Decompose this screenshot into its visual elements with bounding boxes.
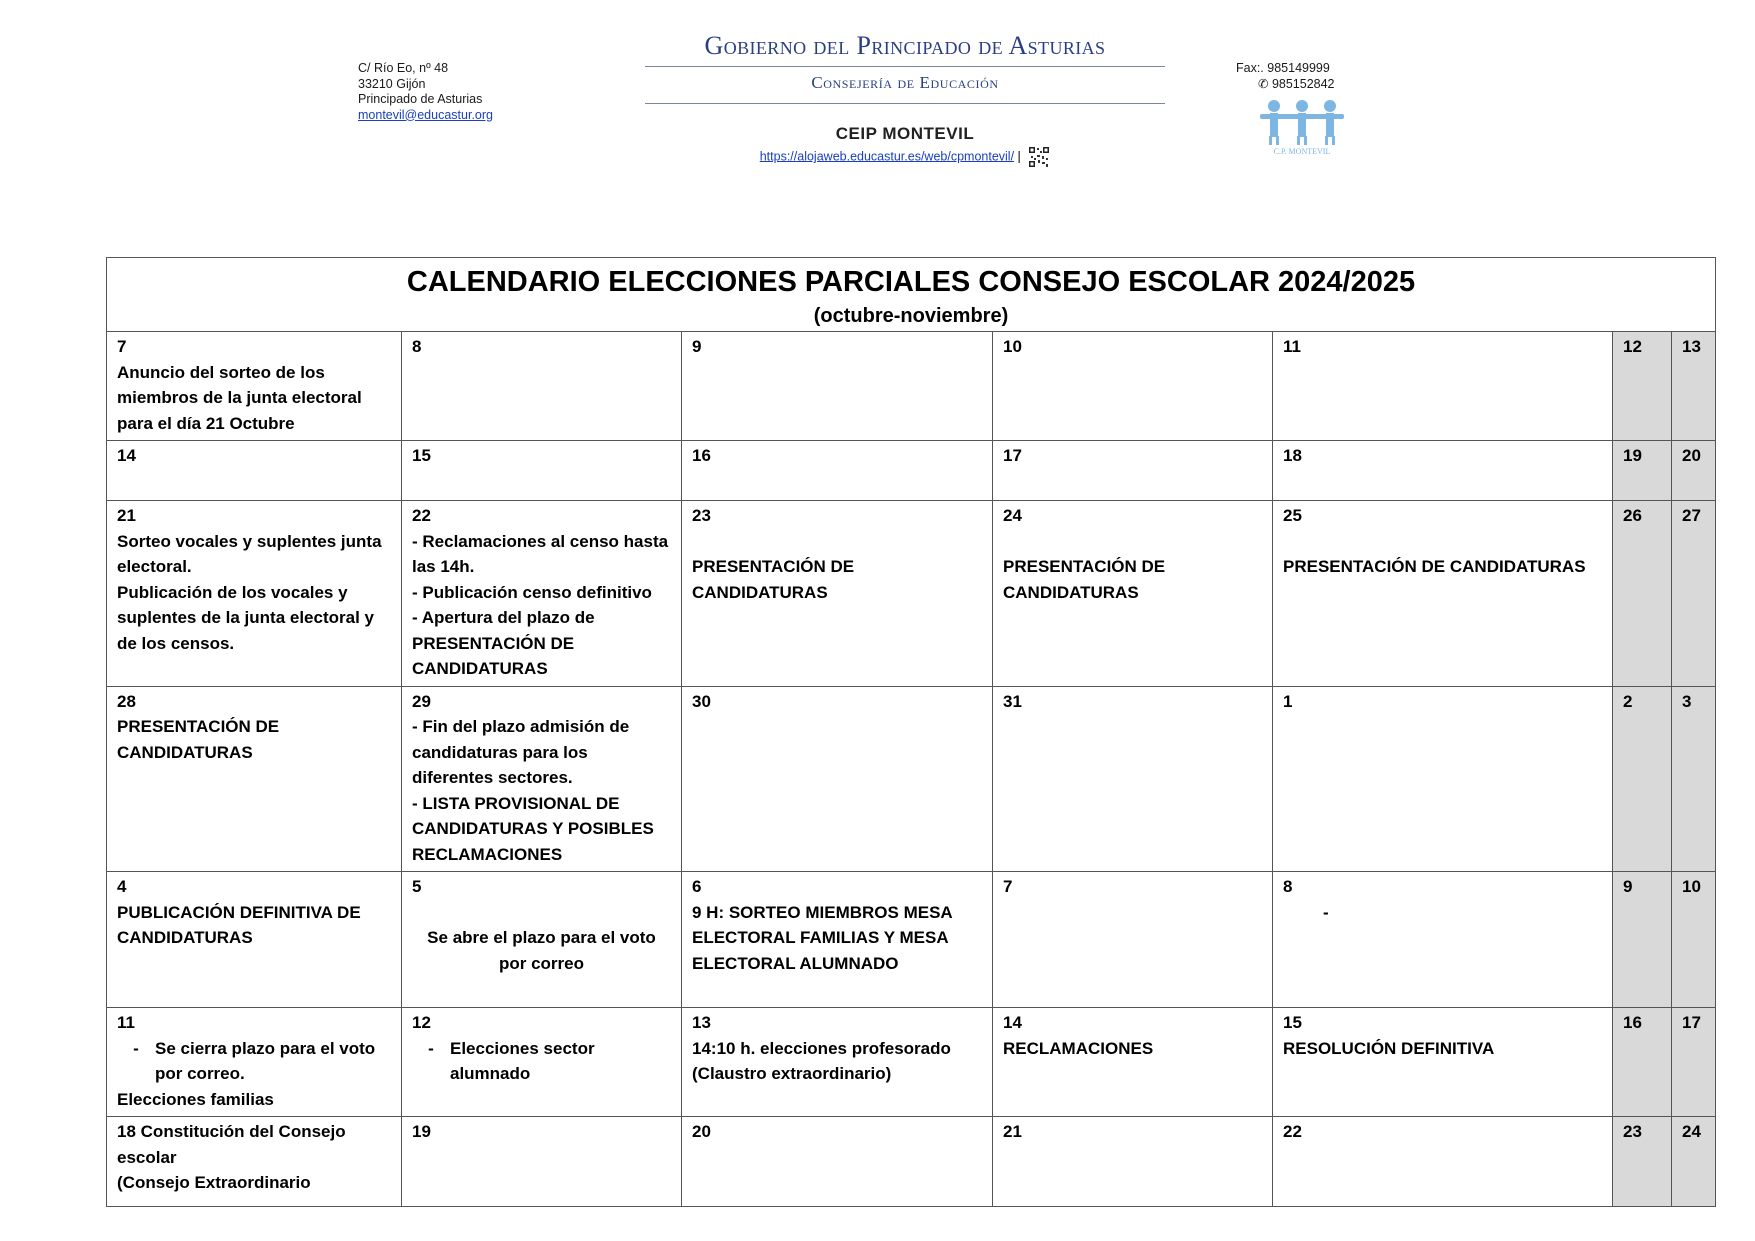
saturday-cell — [1613, 332, 1672, 441]
event-text: Constitución del Consejo escolar — [117, 1122, 346, 1167]
calendar-day-cell — [682, 1008, 993, 1117]
calendar-day-cell — [1273, 501, 1613, 687]
event-text: - Publicación censo definitivo — [412, 582, 652, 602]
calendar-day-cell — [107, 1008, 402, 1117]
day-number: 22 — [1283, 1122, 1302, 1141]
day-number: 14 — [1003, 1013, 1022, 1032]
calendar-day-cell — [107, 501, 402, 687]
event-text: PRESENTACIÓN DE CANDIDATURAS — [1003, 557, 1166, 602]
calendar-day-cell — [1273, 872, 1613, 1008]
event-text: Se cierra plazo para el voto por correo. — [155, 1038, 376, 1083]
logo-text: C.P. MONTEVIL — [1273, 147, 1331, 156]
event-text: Publicación de los vocales y suplentes de la junta electoral y de los censos. — [117, 582, 374, 653]
bullet-dash: - — [133, 1038, 139, 1058]
school-logo — [1252, 98, 1352, 161]
day-number: 18 — [117, 1122, 136, 1141]
day-number: 1 — [1283, 691, 1293, 711]
event-text: Se abre el plazo para el voto por correo — [427, 928, 656, 973]
calendar-day-cell — [682, 441, 993, 501]
event-item — [412, 1036, 671, 1087]
sunday-cell — [1672, 332, 1716, 441]
election-calendar — [106, 257, 1716, 1207]
government-header — [645, 30, 1165, 104]
event-text: PRESENTACIÓN DE CANDIDATURAS — [117, 717, 280, 762]
address-street: C/ Río Eo, nº 48 — [358, 61, 449, 75]
calendar-day-cell — [682, 1117, 993, 1207]
calendar-day-cell — [107, 441, 402, 501]
event-text: PRESENTACIÓN DE CANDIDATURAS — [692, 557, 855, 602]
day-number: 7 — [117, 337, 127, 356]
day-number: 18 — [1283, 446, 1302, 465]
sunday-cell — [1672, 872, 1716, 1008]
day-number: 2 — [1623, 691, 1633, 711]
day-number: 29 — [412, 691, 431, 711]
calendar-day-cell — [1273, 1008, 1613, 1117]
calendar-week-row — [107, 872, 1716, 1008]
children-logo-icon — [1252, 98, 1352, 156]
calendar-week-row — [107, 1117, 1716, 1207]
day-number: 11 — [117, 1013, 135, 1032]
qr-code-icon — [1028, 146, 1050, 168]
calendar-day-cell — [107, 686, 402, 872]
day-number: 3 — [1682, 691, 1692, 711]
event-text — [692, 529, 982, 555]
day-number: 30 — [692, 691, 711, 711]
day-number: 24 — [1003, 506, 1022, 525]
event-text: - LISTA PROVISIONAL DE CANDIDATURAS Y POSIBLES RECLAMACIONES — [412, 793, 654, 864]
department-name: Consejería de Educación — [811, 73, 999, 92]
calendar-day-cell — [993, 332, 1273, 441]
school-website — [645, 146, 1165, 168]
school-contact — [1236, 61, 1335, 92]
saturday-cell — [1613, 441, 1672, 501]
calendar-week-row — [107, 686, 1716, 872]
day-number: 12 — [412, 1013, 431, 1032]
fax-number: Fax:. 985149999 — [1236, 61, 1330, 75]
day-number: 28 — [117, 691, 136, 711]
calendar-day-cell — [402, 686, 682, 872]
calendar-week-row — [107, 501, 1716, 687]
calendar-week-row — [107, 441, 1716, 501]
event-text: - Apertura del plazo de PRESENTACIÓN DE CANDIDATURAS — [412, 608, 595, 678]
school-address — [358, 61, 493, 123]
day-number: 9 — [1623, 877, 1633, 896]
event-text: RESOLUCIÓN DEFINITIVA — [1283, 1038, 1495, 1058]
website-separator: | — [1017, 149, 1021, 164]
calendar-day-cell — [993, 441, 1273, 501]
calendar-day-cell — [993, 501, 1273, 687]
day-number: 7 — [1003, 877, 1013, 896]
event-text: 9 H: SORTEO MIEMBROS MESA ELECTORAL FAMILIAS Y MESA ELECTORAL ALUMNADO — [692, 902, 953, 973]
calendar-day-cell — [682, 332, 993, 441]
day-number: 19 — [1623, 446, 1642, 465]
day-number: 27 — [1682, 506, 1701, 525]
event-text: - Reclamaciones al censo hasta las 14h. — [412, 531, 669, 576]
calendar-subtitle: (octubre-noviembre) — [813, 305, 1009, 327]
event-text — [412, 900, 671, 926]
day-number: 17 — [1003, 446, 1022, 465]
calendar-week-row — [107, 1008, 1716, 1117]
calendar-day-cell — [107, 1117, 402, 1207]
calendar-day-cell — [1273, 332, 1613, 441]
event-text: 14:10 h. elecciones profesorado (Claustro extraordinario) — [692, 1038, 951, 1083]
day-number: 15 — [412, 446, 431, 465]
day-number: 8 — [1283, 877, 1293, 896]
day-number: 20 — [692, 1122, 711, 1141]
day-number: 26 — [1623, 506, 1642, 525]
day-number: 23 — [692, 506, 711, 525]
header-divider — [645, 103, 1165, 104]
day-number: 12 — [1623, 337, 1642, 356]
saturday-cell — [1613, 1117, 1672, 1207]
day-number: 5 — [412, 877, 422, 896]
event-text: (Consejo Extraordinario — [117, 1173, 311, 1192]
day-number: 22 — [412, 506, 431, 525]
day-number: 11 — [1283, 337, 1301, 356]
day-number: 16 — [692, 446, 711, 465]
calendar-day-cell — [1273, 686, 1613, 872]
event-text: Sorteo vocales y suplentes junta electoral. — [117, 531, 382, 576]
day-number: 17 — [1682, 1013, 1701, 1032]
sunday-cell — [1672, 686, 1716, 872]
day-number: 23 — [1623, 1122, 1642, 1141]
government-name: Gobierno del Principado de Asturias — [704, 31, 1106, 60]
day-number: 10 — [1682, 877, 1701, 896]
calendar-day-cell — [682, 872, 993, 1008]
address-city: 33210 Gijón — [358, 76, 426, 91]
sunday-cell — [1672, 441, 1716, 501]
calendar-title: CALENDARIO ELECCIONES PARCIALES CONSEJO ESCOLAR 2024/2025 — [406, 266, 1416, 298]
day-number: 25 — [1283, 506, 1302, 525]
sunday-cell — [1672, 501, 1716, 687]
day-number: 4 — [117, 877, 127, 896]
saturday-cell — [1613, 501, 1672, 687]
website-link[interactable]: https://alojaweb.educastur.es/web/cpmontevil/ — [759, 149, 1015, 164]
calendar-day-cell — [402, 332, 682, 441]
day-number: 15 — [1283, 1013, 1302, 1032]
day-number: 31 — [1003, 691, 1022, 711]
calendar-day-cell — [402, 872, 682, 1008]
event-text: RECLAMACIONES — [1003, 1038, 1154, 1058]
school-name: CEIP MONTEVIL — [835, 124, 975, 143]
calendar-day-cell — [107, 332, 402, 441]
day-number: 21 — [1003, 1122, 1022, 1141]
calendar-day-cell — [993, 1008, 1273, 1117]
calendar-week-row — [107, 332, 1716, 441]
bullet-dash: - — [428, 1038, 434, 1058]
calendar-title-cell — [107, 258, 1716, 332]
day-number: 19 — [412, 1122, 431, 1141]
saturday-cell — [1613, 1008, 1672, 1117]
sunday-cell — [1672, 1117, 1716, 1207]
calendar-day-cell — [402, 1117, 682, 1207]
calendar-day-cell — [682, 501, 993, 687]
event-item — [117, 1036, 391, 1087]
event-text: Anuncio del sorteo de los miembros de la junta electoral para el día 21 Octubre — [117, 362, 362, 433]
calendar-day-cell — [993, 686, 1273, 872]
calendar-day-cell — [402, 501, 682, 687]
day-number: 16 — [1623, 1013, 1642, 1032]
event-text — [1283, 529, 1602, 555]
email-link[interactable]: montevil@educastur.org — [358, 107, 493, 122]
event-text — [1003, 529, 1262, 555]
day-number: 13 — [692, 1013, 711, 1032]
event-text: Elecciones sector alumnado — [450, 1038, 595, 1083]
calendar-day-cell — [402, 441, 682, 501]
day-number: 6 — [692, 877, 702, 896]
phone-number: ✆ 985152842 — [1258, 76, 1335, 91]
day-number: 13 — [1682, 337, 1701, 356]
day-number: 10 — [1003, 337, 1022, 356]
event-text: PUBLICACIÓN DEFINITIVA DE CANDIDATURAS — [117, 902, 361, 947]
calendar-day-cell — [993, 1117, 1273, 1207]
day-number: 8 — [412, 337, 422, 356]
saturday-cell — [1613, 872, 1672, 1008]
event-text: PRESENTACIÓN DE CANDIDATURAS — [1283, 557, 1586, 576]
calendar-day-cell — [1273, 441, 1613, 501]
calendar-day-cell — [993, 872, 1273, 1008]
day-number: 21 — [117, 506, 136, 525]
day-number: 14 — [117, 446, 136, 465]
saturday-cell — [1613, 686, 1672, 872]
calendar-day-cell — [107, 872, 402, 1008]
event-text: Elecciones familias — [117, 1089, 274, 1109]
event-text: - — [1323, 902, 1329, 922]
day-number: 9 — [692, 337, 702, 356]
day-number: 24 — [1682, 1122, 1701, 1141]
calendar-day-cell — [682, 686, 993, 872]
sunday-cell — [1672, 1008, 1716, 1117]
address-region: Principado de Asturias — [358, 92, 483, 106]
calendar-day-cell — [1273, 1117, 1613, 1207]
event-text: - Fin del plazo admisión de candidaturas para los diferentes sectores. — [412, 717, 630, 787]
calendar-day-cell — [402, 1008, 682, 1117]
day-number: 20 — [1682, 446, 1701, 465]
